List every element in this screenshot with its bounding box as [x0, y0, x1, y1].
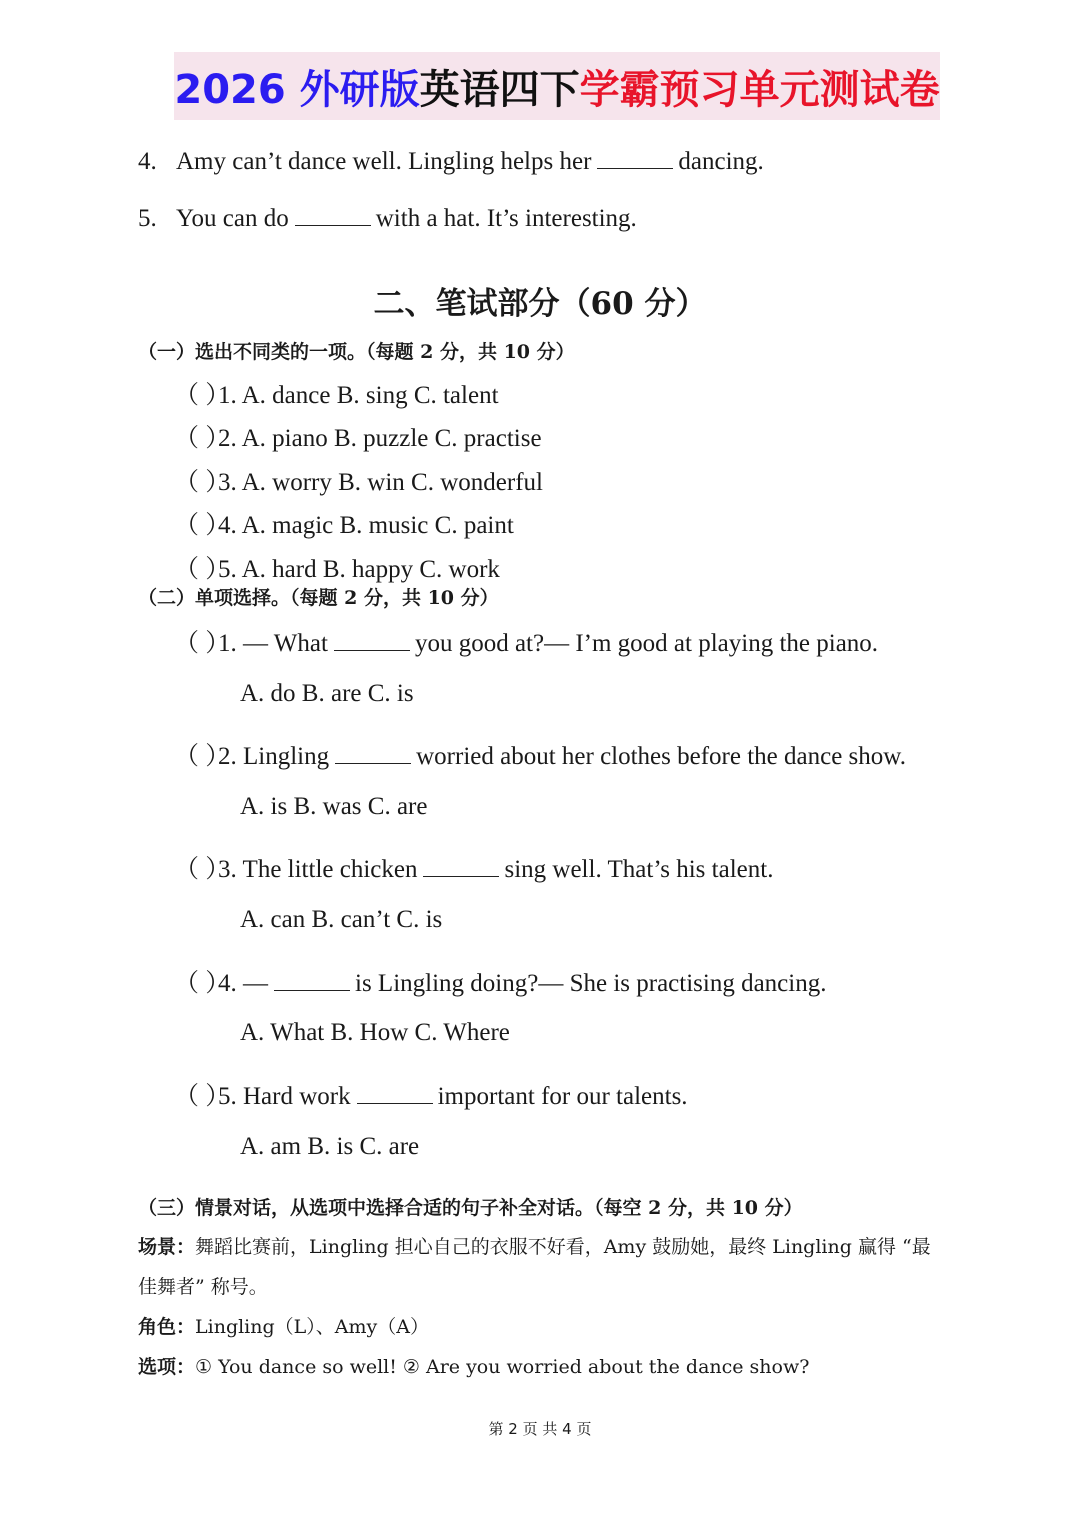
question-text: You can do	[176, 205, 289, 232]
title-banner	[174, 52, 940, 120]
mc-question	[174, 736, 906, 772]
choice-item	[174, 375, 499, 411]
question-item	[138, 205, 637, 233]
choice-item	[174, 505, 514, 541]
answer-blank	[423, 875, 499, 877]
answer-paren: （ ）	[174, 630, 231, 657]
answer-paren: （ ）	[174, 425, 231, 452]
answer-blank	[357, 1102, 433, 1104]
choice-item	[174, 549, 500, 585]
answer-blank	[334, 649, 410, 651]
question-text: 5. Hard work	[218, 1083, 351, 1110]
answer-paren: （ ）	[174, 856, 231, 883]
question-text: with a hat. It’s interesting.	[375, 205, 637, 232]
answer-paren: （ ）	[174, 469, 231, 496]
role-text: Lingling（L）、Amy（A）	[195, 1316, 429, 1338]
answer-paren: （ ）	[174, 743, 231, 770]
question-number: 5.	[138, 205, 157, 232]
question-text: 3. The little chicken	[218, 856, 418, 883]
scene-line-cont: 佳舞者” 称号。	[138, 1276, 268, 1298]
question-text: is Lingling doing?— She is practising dancing.	[355, 970, 827, 997]
part3-heading: （三）情景对话，从选项中选择合适的句子补全对话。（每空 2 分，共 10 分）	[138, 1197, 803, 1219]
question-text: 2. Lingling	[218, 743, 330, 770]
item-text: 1. A. dance B. sing C. talent	[218, 382, 499, 409]
mc-options: A. do B. are C. is	[240, 680, 414, 707]
options-label: 选项：	[138, 1356, 196, 1378]
mc-options: A. is B. was C. are	[240, 793, 428, 820]
role-line	[138, 1312, 429, 1339]
mc-options: A. What B. How C. Where	[240, 1019, 510, 1046]
question-item	[138, 148, 764, 176]
item-text: 5. A. hard B. happy C. work	[218, 556, 500, 583]
question-text: sing well. That’s his talent.	[504, 856, 774, 883]
section-title: 二、笔试部分（60 分）	[373, 286, 707, 322]
answer-paren: （ ）	[174, 1083, 231, 1110]
question-text: worried about her clothes before the dance show.	[416, 743, 906, 770]
mc-options: A. can B. can’t C. is	[240, 906, 443, 933]
answer-blank	[274, 989, 350, 991]
answer-blank	[597, 167, 673, 169]
mc-options: A. am B. is C. are	[240, 1133, 420, 1160]
mc-question	[174, 1076, 688, 1112]
scene-label: 场景：	[138, 1236, 196, 1258]
answer-blank	[295, 224, 371, 226]
part2-heading: （二）单项选择。（每题 2 分，共 10 分）	[138, 587, 499, 609]
choice-item	[174, 418, 542, 454]
answer-paren: （ ）	[174, 970, 231, 997]
mc-question	[174, 623, 878, 659]
page-footer: 第 2 页 共 4 页	[488, 1420, 592, 1438]
role-label: 角色：	[138, 1316, 196, 1338]
answer-blank	[335, 762, 411, 764]
question-text: 1. — What	[218, 630, 328, 657]
item-text: 4. A. magic B. music C. paint	[218, 512, 514, 539]
item-text: 2. A. piano B. puzzle C. practise	[218, 425, 542, 452]
item-text: 3. A. worry B. win C. wonderful	[218, 469, 543, 496]
options-text: ① You dance so well! ② Are you worried about the dance show?	[195, 1356, 810, 1378]
banner-year-edition: 2026 外研版	[174, 66, 420, 113]
answer-paren: （ ）	[174, 556, 231, 583]
mc-question	[174, 849, 773, 885]
banner-test-name: 学霸预习单元测试卷	[579, 66, 940, 113]
answer-paren: （ ）	[174, 382, 231, 409]
question-text: you good at?— I’m good at playing the piano.	[414, 630, 879, 657]
question-number: 4.	[138, 148, 157, 175]
question-text: 4. —	[218, 970, 268, 997]
choice-item	[174, 462, 543, 498]
banner-subject: 英语四下	[419, 66, 580, 113]
scene-line	[138, 1232, 931, 1259]
options-line	[138, 1352, 809, 1379]
question-text: dancing.	[678, 148, 764, 175]
question-text: important for our talents.	[437, 1083, 688, 1110]
question-text: Amy can’t dance well. Lingling helps her	[176, 148, 592, 175]
part1-heading: （一）选出不同类的一项。（每题 2 分，共 10 分）	[138, 341, 575, 363]
scene-text: 舞蹈比赛前，Lingling 担心自己的衣服不好看，Amy 鼓励她，最终 Lingling 赢得 “最	[195, 1236, 931, 1258]
answer-paren: （ ）	[174, 512, 231, 539]
mc-question	[174, 963, 826, 999]
